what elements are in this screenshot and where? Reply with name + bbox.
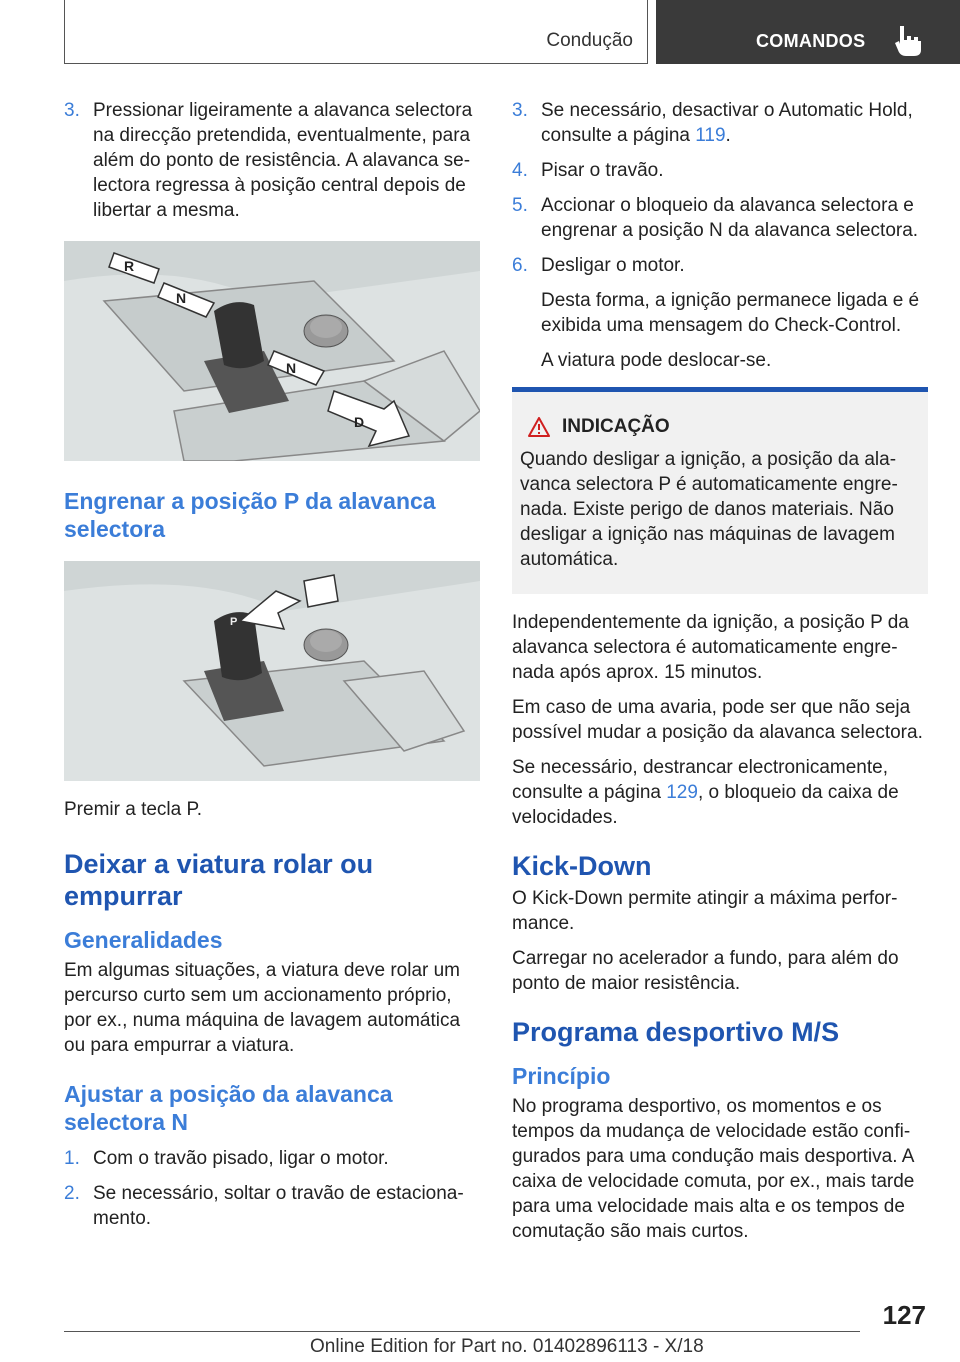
heading-deixar-rolar: Deixar a viatura rolar ou empurrar: [64, 849, 374, 911]
list-number: 3.: [64, 100, 80, 121]
heading-programa-desportivo: Programa desportivo M/S: [512, 1017, 840, 1047]
list-number: 2.: [64, 1183, 80, 1204]
notice-title: INDICAÇÃO: [562, 416, 670, 437]
list-text: Com o travão pisado, ligar o motor.: [93, 1148, 389, 1169]
list-item: [64, 1146, 478, 1171]
list-item: [512, 253, 928, 278]
list-text: Accionar o bloqueio da alavanca selectora e engrenar a posição N da alavanca selectora.: [541, 195, 919, 241]
park-button-label: P: [230, 616, 238, 628]
heading-ajustar-n: Ajustar a posição da alavanca selectora N: [64, 1081, 393, 1135]
kick-down-text-1: O Kick-Down permite atingir a máxima performance.: [512, 888, 898, 934]
header-section-title: Condução: [546, 30, 633, 51]
shift-label-d: D: [354, 414, 365, 430]
item6-detail-text-2: A viatura pode deslocar-se.: [541, 350, 772, 371]
gear-selector-illustration: [64, 241, 480, 461]
heading-principio: Princípio: [512, 1063, 611, 1089]
kick-down-text-2: Carregar no acelerador a fundo, para além do ponto de maior resistência.: [512, 948, 899, 994]
footer-divider: [64, 1331, 860, 1332]
list-number: 6.: [512, 255, 528, 276]
list-text: Se necessário, desactivar o Automatic Hold, consulte a página: [541, 100, 913, 146]
page-link-129[interactable]: 129: [666, 782, 698, 803]
avaria-text: Em caso de uma avaria, pode ser que não seja possível mudar a posição da alavanca selectora.: [512, 697, 923, 743]
list-number: 1.: [64, 1148, 80, 1169]
list-text: Se necessário, soltar o travão de estacionamento.: [93, 1183, 464, 1229]
list-item: [512, 158, 928, 183]
page-link-119[interactable]: 119: [695, 125, 726, 146]
shift-label-r: R: [124, 258, 135, 274]
warning-triangle-icon: [528, 417, 550, 437]
list-text: Pisar o travão.: [541, 160, 664, 181]
notice-box: [512, 387, 928, 594]
heading-kick-down: Kick-Down: [512, 851, 652, 881]
right-column: [512, 98, 928, 1254]
heading-engrenar-p: Engrenar a posição P da alavanca selectora: [64, 488, 436, 542]
hand-pointer-icon: [892, 22, 926, 58]
page-number: 127: [882, 1300, 926, 1330]
list-item: [64, 98, 478, 223]
list-item: [64, 1181, 478, 1231]
principio-text: No programa desportivo, os momentos e os tempos da mudança de velocidade estão configurados para uma condução mais desportiva. A caixa de velocidade comuta, por ex., mais tarde para uma velocidade mais alta e os tempos de comutação são mais curtos.: [512, 1096, 915, 1242]
list-text: Desligar o motor.: [541, 255, 685, 276]
list-text: Pressionar ligeiramente a alavanca selectora na direcção pretendida, eventualmente, para além do ponto de resistência. A alavanca selectora regressa à posição central depois de libertar a mesma.: [93, 100, 473, 221]
generalidades-text: Em algumas situações, a viatura deve rolar um percurso curto sem um accionamento próprio, por ex., numa máquina de lavagem automática ou para empurrar a viatura.: [64, 960, 461, 1056]
list-number: 5.: [512, 195, 528, 216]
list-item: [512, 193, 928, 243]
list-item: 3. Se necessário, desactivar o Automatic Hold, consulte a página 119.: [512, 100, 913, 146]
heading-generalidades: Generalidades: [64, 927, 223, 953]
notice-text: Quando desligar a ignição, a posição da alavanca selectora P é automaticamente engrenada. Existe perigo de danos materiais. Não desligar a ignição nas máquinas de lavagem automática.: [520, 449, 898, 570]
park-button-illustration: [64, 561, 480, 781]
park-button-figure: [64, 561, 480, 781]
list-number: 4.: [512, 160, 528, 181]
gear-selector-shift-figure: [64, 241, 480, 461]
header-section-box: [64, 0, 648, 64]
item6-detail-text: Desta forma, a ignição permanece ligada e é exibida uma mensagem do Check-Control.: [541, 290, 920, 336]
list-number: 3.: [512, 100, 528, 121]
shift-label-n-down: N: [286, 360, 297, 376]
header-chapter-title: COMANDOS: [756, 31, 866, 51]
header-chapter-tab: [656, 0, 960, 64]
independente-text: Independentemente da ignição, a posição P da alavanca selectora é automaticamente engrenada após aprox. 15 minutos.: [512, 612, 909, 683]
shift-label-n-up: N: [176, 290, 187, 306]
footer-edition: Online Edition for Part no. 01402896113 - X/18: [310, 1336, 704, 1357]
destrancar-text: Se necessário, destrancar electronicamente, consulte a página 129, o bloqueio da caixa de velocidades.: [512, 757, 899, 828]
premir-text: Premir a tecla P.: [64, 799, 202, 820]
left-column: [64, 98, 478, 1241]
